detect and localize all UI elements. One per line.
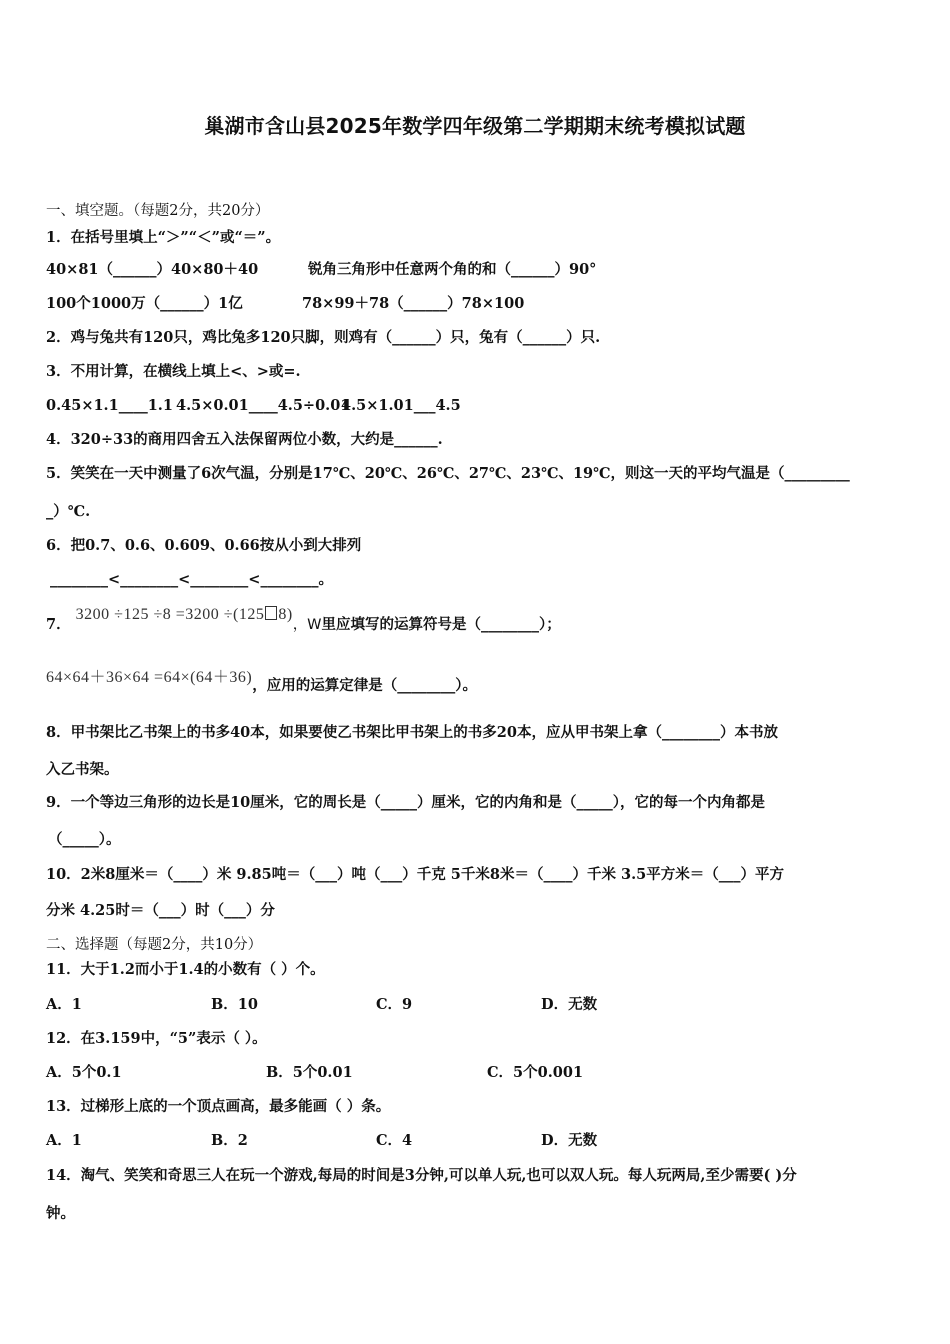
section-2-heading: 二、选择题（每题2分，共10分） xyxy=(46,937,263,953)
blank-box-icon xyxy=(265,606,277,620)
question-1-item-c: 100个1000万（______）1亿 xyxy=(46,295,243,312)
question-14-line-2: 钟。 xyxy=(46,1205,75,1222)
question-11-option-c[interactable]: C．9 xyxy=(376,996,413,1013)
question-11-option-d[interactable]: D．无数 xyxy=(541,996,598,1013)
question-1-item-a: 40×81（______）40×80＋40 xyxy=(46,261,259,278)
question-1-item-b: 锐角三角形中任意两个角的和（______）90° xyxy=(308,261,597,278)
question-1-item-d: 78×99＋78（______）78×100 xyxy=(302,295,525,312)
question-6-stem: 6．把0.7、0.6、0.609、0.66按从小到大排列 xyxy=(46,537,362,554)
question-6-blanks: ________<________<________<________。 xyxy=(50,571,333,588)
question-3-item-a: 0.45×1.1____1.1 xyxy=(46,397,173,414)
question-11-option-a[interactable]: A．1 xyxy=(46,996,82,1013)
question-7-tail-1: 里应填写的运算符号是（________）； xyxy=(321,616,561,633)
question-11-option-b[interactable]: B．10 xyxy=(211,996,258,1013)
question-3-item-b: 4.5×0.01____4.5÷0.01 xyxy=(176,397,351,414)
question-13-option-b[interactable]: B．2 xyxy=(211,1132,248,1149)
question-7-formula-1-right: 8) xyxy=(278,606,293,623)
question-12-options xyxy=(46,1063,906,1083)
question-12-option-c[interactable]: C．5个0.001 xyxy=(487,1064,584,1081)
question-13-stem: 13．过梯形上底的一个顶点画高，最多能画（ ）条。 xyxy=(46,1098,391,1115)
question-10-line-1: 10．2米8厘米＝（____）米 9.85吨＝（___）吨（___）千克 5千米8米＝（____）千米 3.5平方米＝（___）平方 xyxy=(46,866,784,883)
question-10-line-2: 分米 4.25时＝（___）时（___）分 xyxy=(46,902,275,919)
question-12-option-a[interactable]: A．5个0.1 xyxy=(46,1064,122,1081)
question-7-tail-2: ，应用的运算定律是（________）。 xyxy=(252,677,478,694)
question-14-line-1: 14．淘气、笑笑和奇思三人在玩一个游戏,每局的时间是3分钟,可以单人玩,也可以双人玩。每人玩两局,至少需要( )分 xyxy=(46,1167,797,1184)
question-2: 2．鸡与兔共有120只，鸡比兔多120只脚，则鸡有（______）只，兔有（______）只. xyxy=(46,329,601,346)
question-9-line-1: 9．一个等边三角形的边长是10厘米，它的周长是（_____）厘米，它的内角和是（_____），它的每一个内角都是 xyxy=(46,794,766,811)
question-5-line-1: 5．笑笑在一天中测量了6次气温，分别是17℃、20℃、26℃、27℃、23℃、19℃，则这一天的平均气温是（_________ xyxy=(46,465,850,482)
question-13-options xyxy=(46,1131,906,1151)
question-1-row-1 xyxy=(46,260,906,280)
question-8-line-1: 8．甲书架比乙书架上的书多40本，如果要使乙书架比甲书架上的书多20本，应从甲书架上拿（________）本书放 xyxy=(46,724,778,741)
question-7-number: 7． xyxy=(46,616,71,633)
question-8-line-2: 入乙书架。 xyxy=(46,761,119,778)
question-11-stem: 11．大于1.2而小于1.4的小数有（ ）个。 xyxy=(46,961,325,978)
question-4: 4．320÷33的商用四舍五入法保留两位小数，大约是______. xyxy=(46,431,443,448)
question-13-option-a[interactable]: A．1 xyxy=(46,1132,82,1149)
question-13-option-c[interactable]: C．4 xyxy=(376,1132,413,1149)
question-1-row-2 xyxy=(46,294,906,314)
question-12-option-b[interactable]: B．5个0.01 xyxy=(266,1064,353,1081)
page-title: 巢湖市含山县2025年数学四年级第二学期期末统考模拟试题 xyxy=(204,114,746,138)
question-1-stem: 1．在括号里填上“＞”“＜”或“＝”。 xyxy=(46,229,281,246)
question-7-formula-1-left: 3200 ÷125 ÷8 =3200 ÷(125 xyxy=(75,606,265,623)
question-5-line-2: _）℃. xyxy=(46,503,91,520)
question-13-option-d[interactable]: D．无数 xyxy=(541,1132,598,1149)
question-3-item-c: 4.5×1.01___4.5 xyxy=(341,397,461,414)
question-7-line-2 xyxy=(46,668,478,694)
question-3-stem: 3．不用计算，在横线上填上<、>或=. xyxy=(46,363,301,380)
question-7-formula-2: 64×64＋36×64 =64×(64＋36) xyxy=(46,669,253,686)
question-7-line-1 xyxy=(46,606,561,635)
question-7-tail-1-symbol: ，W xyxy=(292,617,322,633)
question-7-formula-1 xyxy=(76,606,293,623)
question-12-stem: 12．在3.159中，“5”表示（ ）。 xyxy=(46,1030,267,1047)
question-3-row xyxy=(46,396,906,416)
question-9-line-2: （_____）。 xyxy=(48,831,121,848)
section-1-heading: 一、填空题。（每题2分，共20分） xyxy=(46,203,270,219)
question-11-options xyxy=(46,995,906,1015)
